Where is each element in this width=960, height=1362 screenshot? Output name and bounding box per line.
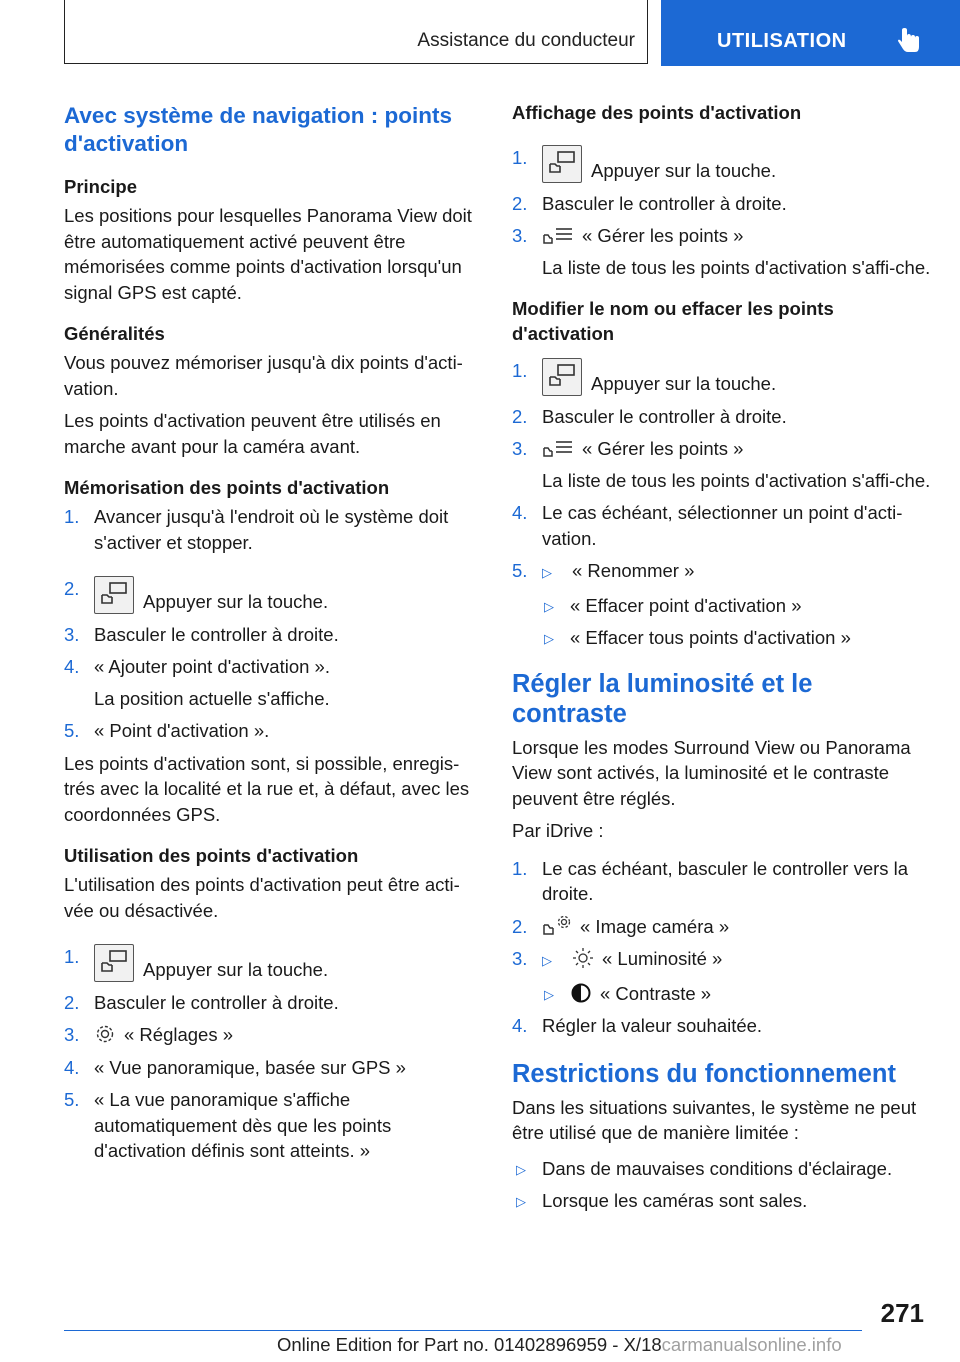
generalites-text-2: Les points d'activation peuvent être utilisés en marche avant pour la caméra avant. <box>64 410 441 457</box>
camera-image-icon <box>542 915 572 937</box>
step-text: Basculer le controller à droite. <box>94 623 339 645</box>
step-text: Appuyer sur la touche. <box>591 160 777 181</box>
step-number: 5. <box>64 720 80 741</box>
list-item <box>64 1055 482 1081</box>
footer-edition-text: Online Edition for Part no. 01402896959 - X/18 <box>277 1334 662 1355</box>
list-item <box>512 350 932 397</box>
gear-icon <box>94 1023 116 1045</box>
list-item <box>512 1188 932 1214</box>
heading-generalites: Généralités <box>64 323 165 344</box>
camera-button-icon <box>542 358 582 396</box>
list-item <box>64 1022 482 1048</box>
list-item <box>512 593 932 619</box>
step-number: 5. <box>512 560 528 581</box>
list-item <box>64 562 482 615</box>
step-result: La liste de tous les points d'activation s'affi‐che. <box>542 469 931 491</box>
triangle-bullet-icon: ▷ <box>542 953 552 968</box>
step-number: 5. <box>64 1089 80 1110</box>
triangle-bullet-icon: ▷ <box>544 598 554 614</box>
section-title-activation-points: Avec système de navigation : points d'activation <box>64 103 453 156</box>
step-text: Régler la valeur souhaitée. <box>542 1015 763 1036</box>
restrictions-text: Dans les situations suivantes, le système ne peut être utilisé que de manière limitée : <box>512 1096 917 1143</box>
list-item <box>512 436 932 462</box>
list-item <box>64 718 482 744</box>
header-chapter-title: UTILISATION <box>717 30 847 52</box>
step-number: 1. <box>64 946 80 967</box>
step-text: Appuyer sur la touche. <box>143 591 329 612</box>
list-item <box>512 946 932 974</box>
bullet-text: Dans de mauvaises conditions d'éclairage. <box>542 1157 893 1179</box>
heading-affichage: Affichage des points d'activation <box>512 102 802 123</box>
heading-modifier: Modifier le nom ou effacer les points d'activation <box>512 298 834 344</box>
camera-button-icon <box>542 145 582 183</box>
list-item <box>512 404 932 430</box>
step-number: 1. <box>512 857 528 879</box>
step-text: « Image caméra » <box>580 915 730 937</box>
step-text: « Luminosité » <box>602 948 723 969</box>
camera-button-icon <box>94 576 134 614</box>
step-text: « Renommer » <box>572 560 695 581</box>
step-text: Basculer le controller à droite. <box>542 192 787 214</box>
option-text: « Contraste » <box>600 982 712 1004</box>
list-item <box>64 622 482 648</box>
triangle-bullet-icon: ▷ <box>516 1161 526 1177</box>
right-column <box>512 100 932 1221</box>
footer-divider <box>64 1330 862 1331</box>
list-item <box>512 191 932 217</box>
step-number: 3. <box>64 1024 80 1045</box>
list-item <box>512 856 932 907</box>
bullet-text: Lorsque les caméras sont sales. <box>542 1190 808 1211</box>
step-number: 4. <box>512 502 528 523</box>
step-number: 1. <box>512 147 528 168</box>
step-number: 1. <box>512 360 528 381</box>
list-item <box>512 981 932 1007</box>
contrast-icon <box>570 982 592 1004</box>
footer-watermark: carmanualsonline.info <box>661 1334 842 1355</box>
step-text: Appuyer sur la touche. <box>143 959 329 980</box>
step-text: « Gérer les points » <box>582 438 744 459</box>
list-item <box>64 654 482 680</box>
list-item <box>64 990 482 1016</box>
step-result: La position actuelle s'affiche. <box>94 687 330 709</box>
list-item <box>512 500 932 551</box>
option-text: « Effacer tous points d'activation » <box>570 627 851 648</box>
step-text: « Réglages » <box>124 1024 234 1045</box>
step-result: La liste de tous les points d'activation s'affi‐che. <box>542 256 931 278</box>
triangle-bullet-icon: ▷ <box>544 986 554 1002</box>
step-text: Appuyer sur la touche. <box>591 373 777 394</box>
list-item <box>64 1087 482 1164</box>
list-item <box>512 1156 932 1182</box>
manage-points-icon <box>542 226 574 246</box>
footer-edition <box>277 1334 842 1356</box>
step-number: 4. <box>512 1015 528 1036</box>
page-number: 271 <box>880 1298 924 1328</box>
list-item <box>64 504 482 555</box>
step-number: 4. <box>64 656 80 677</box>
step-text: Avancer jusqu'à l'endroit où le système doit s'activer et stopper. <box>94 506 449 553</box>
option-text: « Effacer point d'activation » <box>570 594 802 616</box>
step-text: « Ajouter point d'activation ». <box>94 656 330 677</box>
list-item <box>64 930 482 983</box>
generalites-text-1: Vous pouvez mémoriser jusqu'à dix points d'acti‐vation. <box>64 352 463 399</box>
memo-text: Les points d'activation sont, si possible, enregis‐trés avec la localité et la rue et, à défaut, avec les coordonnées GPS. <box>64 752 470 825</box>
triangle-bullet-icon: ▷ <box>542 565 552 580</box>
step-number: 2. <box>512 192 528 214</box>
step-number: 3. <box>64 623 80 645</box>
step-number: 2. <box>512 915 528 937</box>
step-number: 3. <box>512 948 528 969</box>
header-section-box <box>64 0 648 64</box>
step-text: Le cas échéant, basculer le controller vers la droite. <box>542 857 909 904</box>
step-number: 1. <box>64 506 80 527</box>
step-number: 3. <box>512 225 528 246</box>
brightness-text: Lorsque les modes Surround View ou Panorama View sont activés, la luminosité et le contraste peuvent être réglés. <box>512 736 911 809</box>
heading-principe: Principe <box>64 176 137 197</box>
section-title-restrictions: Restrictions du fonctionnement <box>512 1059 896 1088</box>
list-item <box>512 625 932 651</box>
list-item <box>512 914 932 940</box>
step-text: Basculer le controller à droite. <box>94 991 339 1013</box>
list-item <box>512 558 932 586</box>
heading-utilisation: Utilisation des points d'activation <box>64 845 359 866</box>
step-number: 2. <box>64 991 80 1013</box>
left-column <box>64 100 482 1171</box>
triangle-bullet-icon: ▷ <box>544 631 554 646</box>
triangle-bullet-icon: ▷ <box>516 1194 526 1209</box>
brightness-idrive: Par iDrive : <box>512 820 604 841</box>
header-section-title: Assistance du conducteur <box>417 30 635 51</box>
list-item <box>512 137 932 184</box>
step-text: Le cas échéant, sélectionner un point d'acti‐vation. <box>542 502 903 549</box>
step-number: 3. <box>512 438 528 459</box>
step-text: « Point d'activation ». <box>94 720 270 741</box>
step-number: 2. <box>512 405 528 427</box>
page-header <box>0 0 960 66</box>
step-number: 4. <box>64 1056 80 1078</box>
list-item <box>512 1013 932 1039</box>
principe-text: Les positions pour lesquelles Panorama View doit être automatiquement activé peuvent être mémorisées comme points d'activation lorsqu'un signal GPS est capté. <box>64 205 472 303</box>
camera-button-icon <box>94 944 134 982</box>
hand-pointer-icon <box>897 27 921 53</box>
manage-points-icon <box>542 439 574 459</box>
step-text: « Gérer les points » <box>582 225 744 246</box>
section-title-brightness: Régler la luminosité et le contraste <box>512 669 813 728</box>
step-text: Basculer le controller à droite. <box>542 405 787 427</box>
step-number: 2. <box>64 578 80 599</box>
list-item <box>512 223 932 249</box>
brightness-icon <box>572 947 594 969</box>
heading-memorisation: Mémorisation des points d'activation <box>64 477 390 498</box>
step-text: « Vue panoramique, basée sur GPS » <box>94 1056 406 1078</box>
header-chapter-tab <box>661 0 960 66</box>
utilisation-text: L'utilisation des points d'activation peut être acti‐vée ou désactivée. <box>64 874 460 921</box>
step-text: « La vue panoramique s'affiche automatiquement dès que les points d'activation définis sont atteints. » <box>94 1089 392 1161</box>
